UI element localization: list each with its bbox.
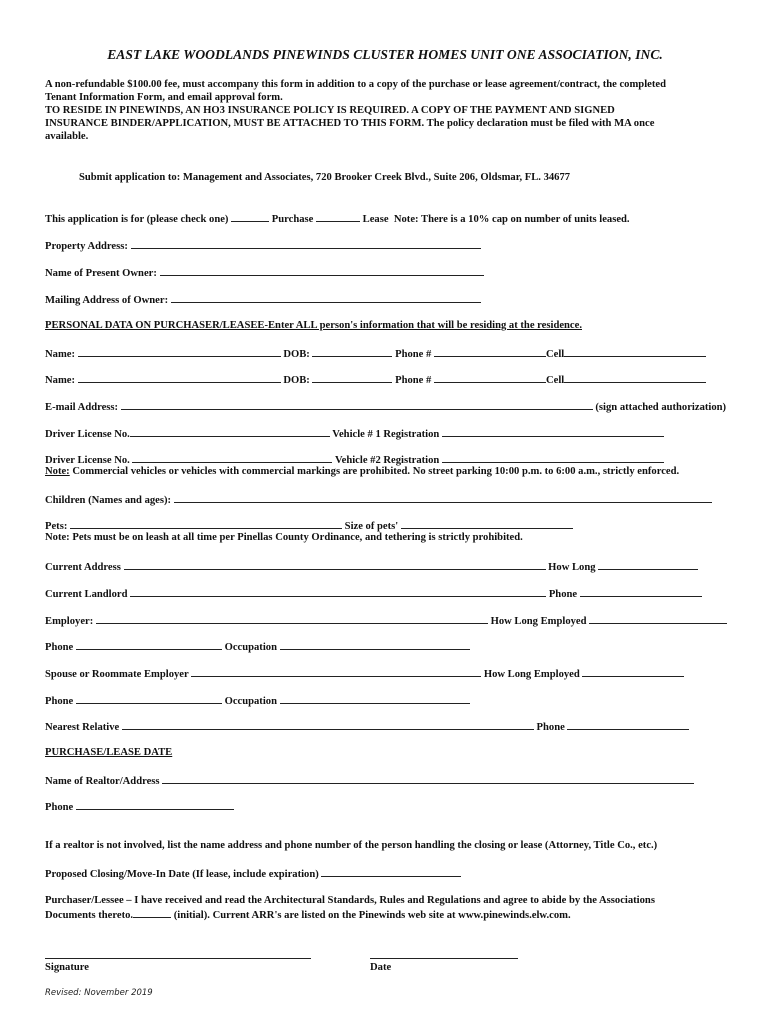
dob-field-1[interactable] [312, 346, 392, 357]
occupation-field[interactable] [280, 639, 470, 650]
current-landlord-row [45, 586, 702, 601]
spouse-phone-label: Phone [45, 696, 74, 707]
realtor-phone-label: Phone [45, 802, 74, 813]
dob-label: DOB: [283, 349, 310, 360]
current-address-field[interactable] [124, 559, 546, 570]
driver-license-label: Driver License No. [45, 429, 130, 440]
ack-website-text: (initial). Current ARR's are listed on the Pinewinds web site at www.pinewinds.elw.com. [171, 910, 571, 921]
size-of-pets-label: Size of pets' [344, 521, 399, 532]
employer-field[interactable] [96, 613, 488, 624]
pets-note: Note: Pets must be on leash at all time per Pinellas County Ordinance, and tethering is strictly prohibited. [45, 532, 523, 543]
driver-license-field-1[interactable] [130, 426, 330, 437]
spouse-employer-row [45, 666, 684, 681]
size-of-pets-field[interactable] [401, 518, 573, 529]
property-address-field[interactable] [131, 238, 481, 249]
closing-date-label: Proposed Closing/Move-In Date (If lease, include expiration) [45, 869, 319, 880]
nearest-relative-row [45, 719, 689, 734]
vehicle-2-field[interactable] [442, 452, 664, 463]
present-owner-field[interactable] [160, 265, 484, 276]
current-landlord-field[interactable] [130, 586, 546, 597]
phone-field-2[interactable] [434, 372, 546, 383]
spouse-employer-label: Spouse or Roommate Employer [45, 669, 189, 680]
signature-label: Signature [45, 962, 89, 973]
realtor-field[interactable] [162, 773, 694, 784]
acknowledgement-line-1: Purchaser/Lessee – I have received and read the Architectural Standards, Rules and Regulations and agree to abide by the Associations [45, 895, 655, 906]
email-row [45, 399, 726, 414]
lease-label: Lease [362, 214, 389, 225]
intro-line-2: Tenant Information Form, and email approval form. [45, 92, 283, 103]
spouse-occupation-field[interactable] [280, 693, 470, 704]
driver-license-row-1 [45, 426, 664, 441]
current-address-row [45, 559, 698, 574]
how-long-employed-label: How Long Employed [490, 616, 587, 627]
cell-field-1[interactable] [564, 346, 706, 357]
spouse-how-long-employed-field[interactable] [582, 666, 684, 677]
phone-field-1[interactable] [434, 346, 546, 357]
pets-label: Pets: [45, 521, 68, 532]
lease-check-field[interactable] [316, 211, 360, 222]
children-row [45, 492, 712, 507]
cell-label: Cell [545, 349, 565, 360]
spouse-phone-field[interactable] [76, 693, 222, 704]
vehicle-note-text: Commercial vehicles or vehicles with commercial markings are prohibited. No street parking 10:00 p.m. to 6:00 a.m., strictly enforced. [69, 466, 680, 477]
personal-data-header: PERSONAL DATA ON PURCHASER/LEASEE-Enter ALL person's information that will be residing at the residence. [45, 320, 582, 331]
cell-label: Cell [545, 375, 565, 386]
email-field[interactable] [121, 399, 593, 410]
name-row-2 [45, 372, 706, 387]
mailing-address-row [45, 292, 481, 307]
purchase-check-field[interactable] [231, 211, 269, 222]
email-label: E-mail Address: [45, 402, 119, 413]
landlord-phone-field[interactable] [580, 586, 702, 597]
children-field[interactable] [174, 492, 712, 503]
vehicle-1-label: Vehicle # 1 Registration [332, 429, 440, 440]
current-address-label: Current Address [45, 562, 121, 573]
realtor-phone-field[interactable] [76, 799, 234, 810]
driver-license-label: Driver License No. [45, 455, 130, 466]
property-address-label: Property Address: [45, 241, 128, 252]
vehicle-note [45, 465, 679, 478]
mailing-address-label: Mailing Address of Owner: [45, 295, 169, 306]
application-type-prefix: This application is for (please check one) [45, 214, 229, 225]
realtor-row [45, 773, 694, 788]
closing-date-field[interactable] [321, 866, 461, 877]
intro-line-3: TO RESIDE IN PINEWINDS, AN HO3 INSURANCE POLICY IS REQUIRED. A COPY OF THE PAYMENT AND SIGNED [45, 105, 615, 116]
property-address-row [45, 238, 481, 253]
employer-label: Employer: [45, 616, 94, 627]
spouse-occupation-label: Occupation [224, 696, 277, 707]
realtor-phone-row [45, 799, 234, 814]
name-field-1[interactable] [78, 346, 281, 357]
revised-date: Revised: November 2019 [45, 988, 153, 998]
ack-documents-label: Documents thereto. [45, 910, 134, 921]
initial-field[interactable] [133, 907, 171, 918]
relative-phone-label: Phone [536, 722, 565, 733]
landlord-phone-label: Phone [548, 589, 578, 600]
vehicle-note-prefix: Note: [45, 466, 70, 477]
employer-phone-field[interactable] [76, 639, 222, 650]
pets-field[interactable] [70, 518, 342, 529]
purchase-label: Purchase [271, 214, 314, 225]
dob-field-2[interactable] [312, 372, 392, 383]
current-landlord-label: Current Landlord [45, 589, 128, 600]
lease-cap-note: Note: There is a 10% cap on number of units leased. [393, 214, 630, 225]
vehicle-1-field[interactable] [442, 426, 664, 437]
spouse-phone-row [45, 693, 470, 708]
nearest-relative-label: Nearest Relative [45, 722, 120, 733]
submit-address: Submit application to: Management and Associates, 720 Brooker Creek Blvd., Suite 206, Oldsmar, FL. 34677 [79, 172, 571, 183]
how-long-employed-field[interactable] [589, 613, 727, 624]
dob-label: DOB: [283, 375, 310, 386]
employer-phone-row [45, 639, 470, 654]
how-long-field[interactable] [598, 559, 698, 570]
spouse-employer-field[interactable] [191, 666, 481, 677]
acknowledgement-line-2 [45, 907, 571, 922]
sign-authorization-label: (sign attached authorization) [595, 402, 727, 413]
occupation-label: Occupation [224, 642, 277, 653]
name-row-1 [45, 346, 706, 361]
realtor-label: Name of Realtor/Address [45, 776, 160, 787]
spouse-how-long-employed-label: How Long Employed [483, 669, 580, 680]
name-field-2[interactable] [78, 372, 281, 383]
present-owner-row [45, 265, 484, 280]
driver-license-field-2[interactable] [132, 452, 332, 463]
date-line[interactable] [370, 958, 518, 959]
date-label: Date [370, 962, 392, 973]
signature-line[interactable] [45, 958, 311, 959]
present-owner-label: Name of Present Owner: [45, 268, 157, 279]
intro-line-5: available. [45, 131, 89, 142]
cell-field-2[interactable] [564, 372, 706, 383]
realtor-note: If a realtor is not involved, list the name address and phone number of the person handling the closing or lease (Attorney, Title Co., etc.) [45, 840, 658, 851]
employer-row [45, 613, 727, 628]
mailing-address-field[interactable] [171, 292, 481, 303]
name-label: Name: [45, 375, 76, 386]
phone-label: Phone # [395, 349, 432, 360]
name-label: Name: [45, 349, 76, 360]
intro-line-4: INSURANCE BINDER/APPLICATION, MUST BE ATTACHED TO THIS FORM. The policy declaration must be filed with MA once [45, 118, 655, 129]
application-type-row [45, 211, 630, 226]
nearest-relative-field[interactable] [122, 719, 534, 730]
purchase-lease-date-header: PURCHASE/LEASE DATE [45, 747, 173, 758]
employer-phone-label: Phone [45, 642, 74, 653]
phone-label: Phone # [395, 375, 432, 386]
form-title: EAST LAKE WOODLANDS PINEWINDS CLUSTER HOMES UNIT ONE ASSOCIATION, INC. [107, 47, 663, 62]
children-label: Children (Names and ages): [45, 495, 172, 506]
how-long-label: How Long [548, 562, 596, 573]
relative-phone-field[interactable] [567, 719, 689, 730]
closing-date-row [45, 866, 461, 881]
vehicle-2-label: Vehicle #2 Registration [334, 455, 440, 466]
intro-line-1: A non-refundable $100.00 fee, must accompany this form in addition to a copy of the purchase or lease agreement/contract, the completed [45, 79, 666, 90]
